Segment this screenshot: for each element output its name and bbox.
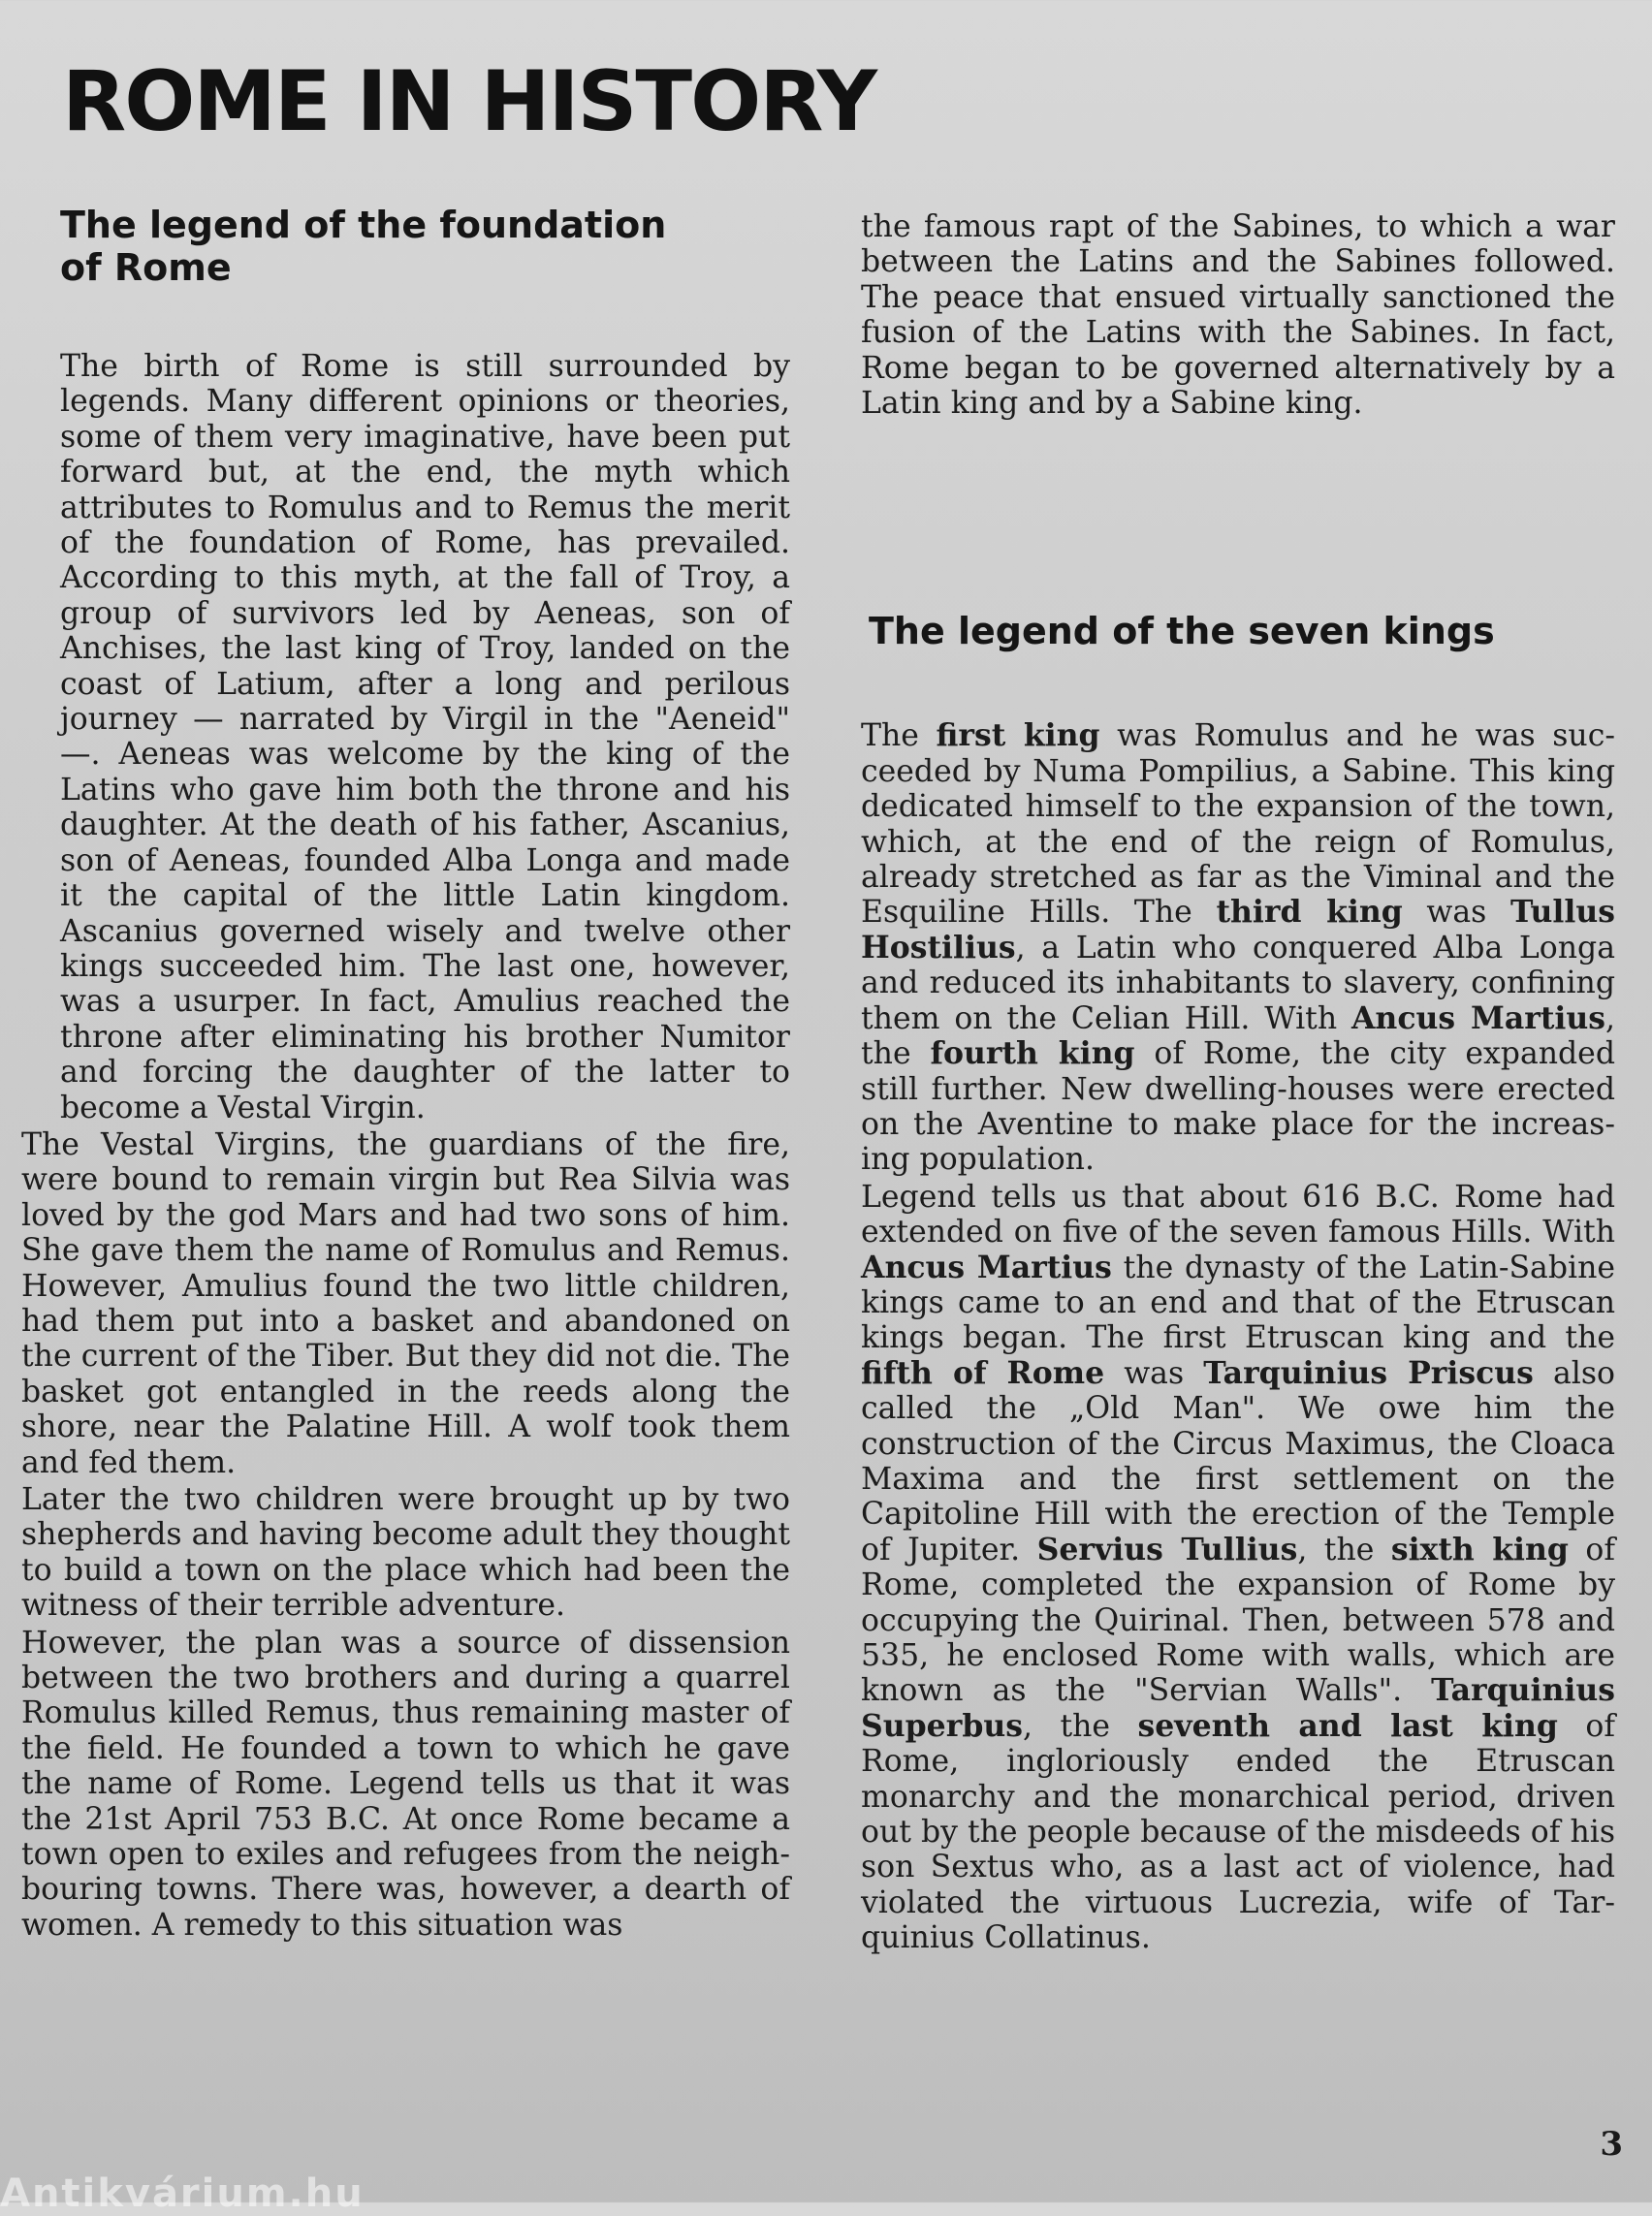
- text-run: , the: [861, 1000, 1616, 1072]
- seven-kings-paragraph-1: [861, 718, 1615, 1177]
- text-run: was Romulus and he was succeeded by Numa Pompilius, a Sabine. This king dedicated himself to the expansion of the town, which, at the end of the reign of Romulus, already stretched as far as the Viminal and the Esquiline Hills. The: [861, 718, 1616, 931]
- seven-kings-paragraph-2: [861, 1180, 1615, 1956]
- text-run: of Rome, the city expanded still further. New dwelling-houses were erected on the Aventine to make place for the increasing population.: [861, 1036, 1615, 1178]
- text-run: was: [1104, 1355, 1204, 1391]
- page-title: ROME IN HISTORY: [62, 53, 875, 150]
- text-run: , a Latin who conquered Alba Longa and reduced its inhabitants to slavery, confining them on the Celian Hill. With: [861, 930, 1615, 1036]
- text-run: Legend tells us that about 616 B.C. Rome had extended on five of the seven famous Hills. With: [861, 1179, 1615, 1250]
- left-column: [21, 204, 790, 1943]
- text-run: of Rome, completed the expansion of Rome by occupying the Quirinal. Then, between 578 and 535, he enclosed Rome with walls, which are known as the "Servian Walls".: [861, 1532, 1616, 1709]
- text-run: The: [861, 718, 937, 754]
- bold-term: Ancus Martius: [1350, 999, 1605, 1036]
- text-run: was: [1402, 895, 1510, 931]
- bold-term: Tullus Hostilius: [861, 894, 1615, 966]
- text-run: , the: [1022, 1708, 1138, 1744]
- bold-term: Tarquinius Priscus: [1203, 1354, 1534, 1391]
- sabines-continuation: the famous rapt of the Sabines, to which a war between the Latins and the Sabines followed. The peace that ensued virtually sanctioned the fusion of the Latins with the Sabines. In fact, Rome began to be governed alternatively by a Latin king and by a Sabine king.: [861, 209, 1615, 422]
- foundation-paragraph-1: The birth of Rome is still surrounded by legends. Many different opinions or theories, some of them very imaginative, have been put forward but, at the end, the myth which attributes to Romulus and to Remus the merit of the foundation of Rome, has prevailed. According to this myth, at the fall of Troy, a group of survivors led by Aeneas, son of Anchises, the last king of Troy, landed on the coast of Latium, after a long and perilous journey — narrated by Virgil in the "Aeneid" —. Aeneas was welcome by the king of the Latins who gave him both the throne and his daughter. At the death of his father, Ascanius, son of Aeneas, founded Alba Longa and made it the capital of the little Latin kingdom. Ascanius governed wisely and twelve other kings succeeded him. The last one, however, was a usurper. In fact, Amulius reached the throne after eliminating his brother Numitor and forcing the daughter of the latter to become a Vestal Virgin.: [60, 349, 790, 1125]
- bold-term: third king: [1216, 894, 1403, 931]
- bold-term: fifth of Rome: [861, 1354, 1105, 1391]
- watermark: Antikvárium.hu: [0, 2171, 365, 2216]
- bold-term: Tarquinius Superbus: [861, 1672, 1615, 1744]
- text-run: the dynasty of the Latin-Sabine kings came to an end and that of the Etruscan kings began. The first Etruscan king and the: [861, 1250, 1616, 1356]
- bold-term: Ancus Martius: [861, 1249, 1112, 1285]
- text-run: of Rome, ingloriously ended the Etruscan monarchy and the monarchical period, driven out by the people because of the misdeeds of his son Sextus who, as a last act of violence, had violated the virtuous Lucrezia, wife of Tarquinius Collatinus.: [861, 1708, 1615, 1956]
- page-number: 3: [1600, 2125, 1623, 2164]
- foundation-paragraph-2: The Vestal Virgins, the guardians of the fire, were bound to remain virgin but Rea Silvia was loved by the god Mars and had two sons of him. She gave them the name of Romulus and Remus. However, Amulius found the two little children, had them put into a basket and abandoned on the current of the Tiber. But they did not die. The basket got entangled in the reeds along the shore, near the Palatine Hill. A wolf took them and fed them.: [21, 1126, 790, 1480]
- text-run: also called the „Old Man". We owe him the construction of the Circus Maximus, the Cloaca Maxima and the first settlement on the Capitoline Hill with the erection of the Temple of Jupiter.: [861, 1355, 1615, 1567]
- foundation-paragraph-4: However, the plan was a source of dissension between the two brothers and during a quarrel Romulus killed Remus, thus remaining master of the field. He founded a town to which he gave the name of Rome. Legend tells us that it was the 21st April 753 B.C. At once Rome became a town open to exiles and refugees from the neighbouring towns. There was, however, a dearth of women. A remedy to this situation was: [21, 1625, 790, 1943]
- bold-term: fourth king: [930, 1035, 1135, 1072]
- bold-term: seventh and last king: [1137, 1707, 1558, 1744]
- text-run: , the: [1297, 1532, 1391, 1567]
- bold-term: Servius Tullius: [1036, 1531, 1298, 1567]
- right-column: [861, 209, 1615, 1956]
- foundation-paragraph-3: Later the two children were brought up by two shepherds and having become adult they thought to build a town on the place which had been the witness of their terrible adventure.: [21, 1482, 790, 1624]
- foundation-heading: The legend of the foundation of Rome: [60, 204, 667, 289]
- bold-term: sixth king: [1390, 1531, 1569, 1567]
- seven-kings-heading: The legend of the seven kings: [869, 610, 1495, 653]
- bold-term: first king: [936, 717, 1100, 754]
